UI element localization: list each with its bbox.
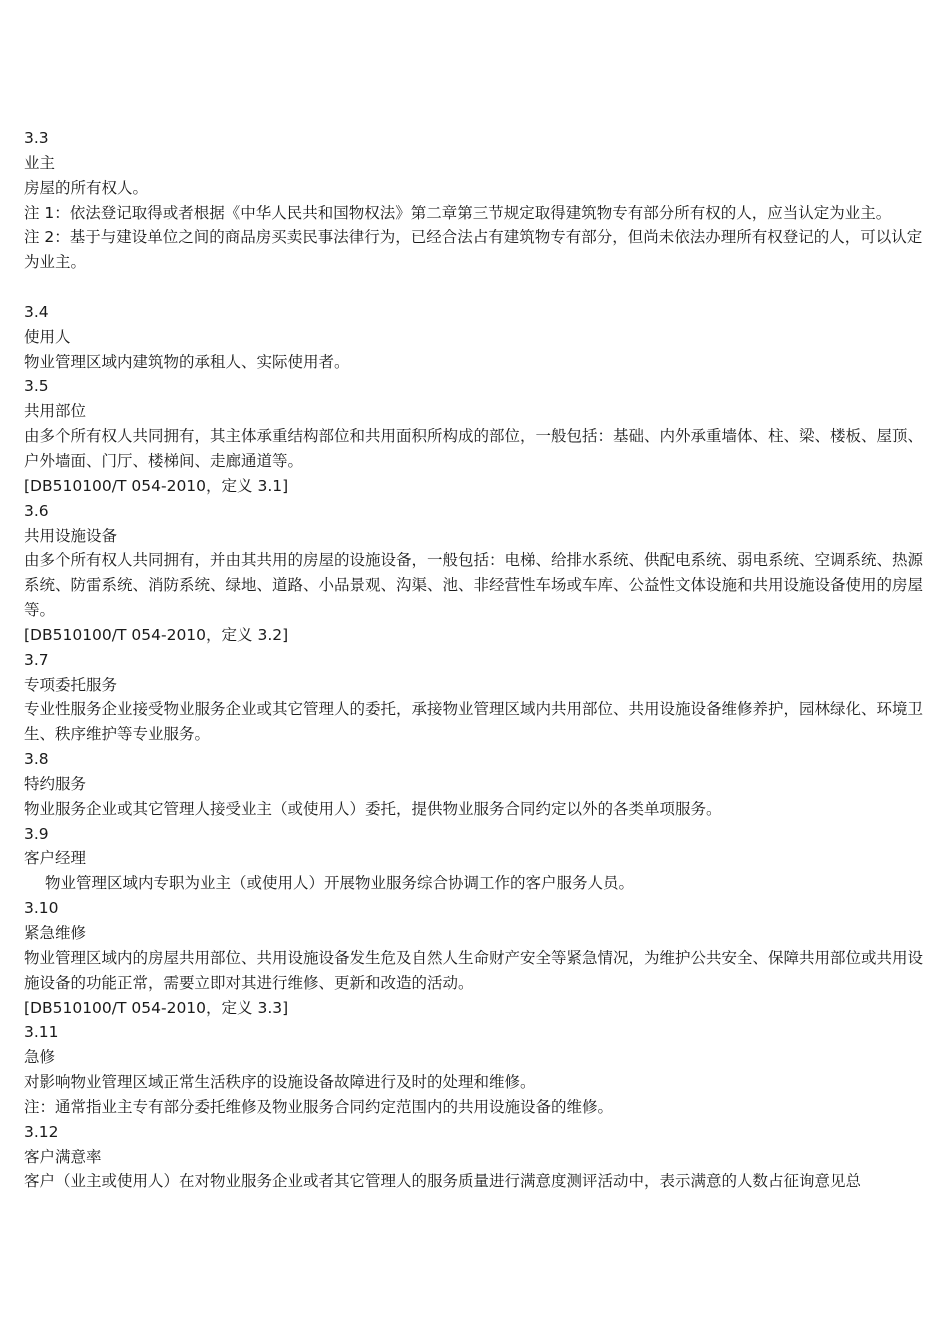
section-number: 3.4 — [24, 302, 49, 321]
section-3-8 — [24, 747, 932, 822]
section-number: 3.11 — [24, 1023, 59, 1042]
section-number: 3.3 — [24, 129, 49, 147]
term-title: 业主 — [24, 153, 56, 172]
blank-line — [24, 275, 932, 300]
term-title: 专项委托服务 — [24, 675, 118, 694]
section-3-5 — [24, 374, 932, 498]
section-3-10 — [24, 896, 932, 1020]
section-number: 3.9 — [24, 824, 49, 843]
section-number: 3.10 — [24, 899, 59, 918]
section-number: 3.12 — [24, 1122, 59, 1141]
term-definition: 由多个所有权人共同拥有，其主体承重结构部位和共用面积所构成的部位，一般包括：基础、内外承重墙体、柱、梁、楼板、屋顶、户外墙面、门厅、楼梯间、走廊通道等。 — [24, 427, 924, 470]
section-3-11 — [24, 1020, 932, 1119]
term-title: 紧急维修 — [24, 924, 87, 942]
section-number: 3.7 — [24, 650, 49, 669]
term-source: [DB510100/T 054-2010，定义 3.1] — [24, 476, 289, 495]
term-title: 客户满意率 — [24, 1147, 102, 1166]
term-title: 使用人 — [24, 327, 71, 346]
term-definition: 专业性服务企业接受物业服务企业或其它管理人的委托，承接物业管理区域内共用部位、共用设施设备维修养护，园林绿化、环境卫生、秩序维护等专业服务。 — [24, 700, 924, 744]
term-source: [DB510100/T 054-2010，定义 3.2] — [24, 625, 289, 644]
term-note: 注：通常指业主专有部分委托维修及物业服务合同约定范围内的共用设施设备的维修。 — [24, 1097, 614, 1116]
term-definition: 物业管理区域内建筑物的承租人、实际使用者。 — [24, 352, 350, 371]
section-3-6 — [24, 499, 932, 648]
section-3-3 — [24, 126, 932, 275]
section-3-9 — [24, 822, 932, 897]
term-title: 共用部位 — [24, 402, 87, 421]
term-definition: 物业管理区域内的房屋共用部位、共用设施设备发生危及自然人生命财产安全等紧急情况，为维护公共安全、保障共用部位或共用设施设备的功能正常，需要立即对其进行维修、更新和改造的活动。 — [24, 948, 924, 992]
section-3-12 — [24, 1120, 932, 1195]
term-definition: 由多个所有权人共同拥有，并由其共用的房屋的设施设备，一般包括：电梯、给排水系统、供配电系统、弱电系统、空调系统、热源系统、防雷系统、消防系统、绿地、道路、小品景观、沟渠、池、非经营性车场或车库、公益性文体设施和共用设施设备使用的房屋等。 — [24, 551, 924, 620]
term-note-1: 注 1：依法登记取得或者根据《中华人民共和国物权法》第二章第三节规定取得建筑物专有部分所有权的人，应当认定为业主。 — [24, 203, 892, 222]
term-title: 共用设施设备 — [24, 526, 118, 545]
term-definition: 物业服务企业或其它管理人接受业主（或使用人）委托，提供物业服务合同约定以外的各类单项服务。 — [24, 799, 722, 818]
term-title: 急修 — [24, 1048, 56, 1067]
section-number: 3.5 — [24, 377, 49, 396]
section-number: 3.6 — [24, 501, 49, 520]
term-source: [DB510100/T 054-2010，定义 3.3] — [24, 998, 289, 1017]
term-note-2: 注 2：基于与建设单位之间的商品房买卖民事法律行为，已经合法占有建筑物专有部分，但尚未依法办理所有权登记的人，可以认定为业主。 — [24, 228, 923, 272]
section-3-7 — [24, 648, 932, 747]
term-definition: 物业管理区域内专职为业主（或使用人）开展物业服务综合协调工作的客户服务人员。 — [45, 874, 635, 893]
term-definition: 对影响物业管理区域正常生活秩序的设施设备故障进行及时的处理和维修。 — [24, 1073, 536, 1092]
term-title: 客户经理 — [24, 849, 87, 868]
term-definition: 房屋的所有权人。 — [24, 178, 149, 197]
section-number: 3.8 — [24, 750, 49, 769]
section-3-4 — [24, 300, 932, 375]
document-page — [24, 126, 932, 1194]
term-definition: 客户（业主或使用人）在对物业服务企业或者其它管理人的服务质量进行满意度测评活动中，表示满意的人数占征询意见总 — [24, 1172, 862, 1191]
term-title: 特约服务 — [24, 774, 87, 793]
